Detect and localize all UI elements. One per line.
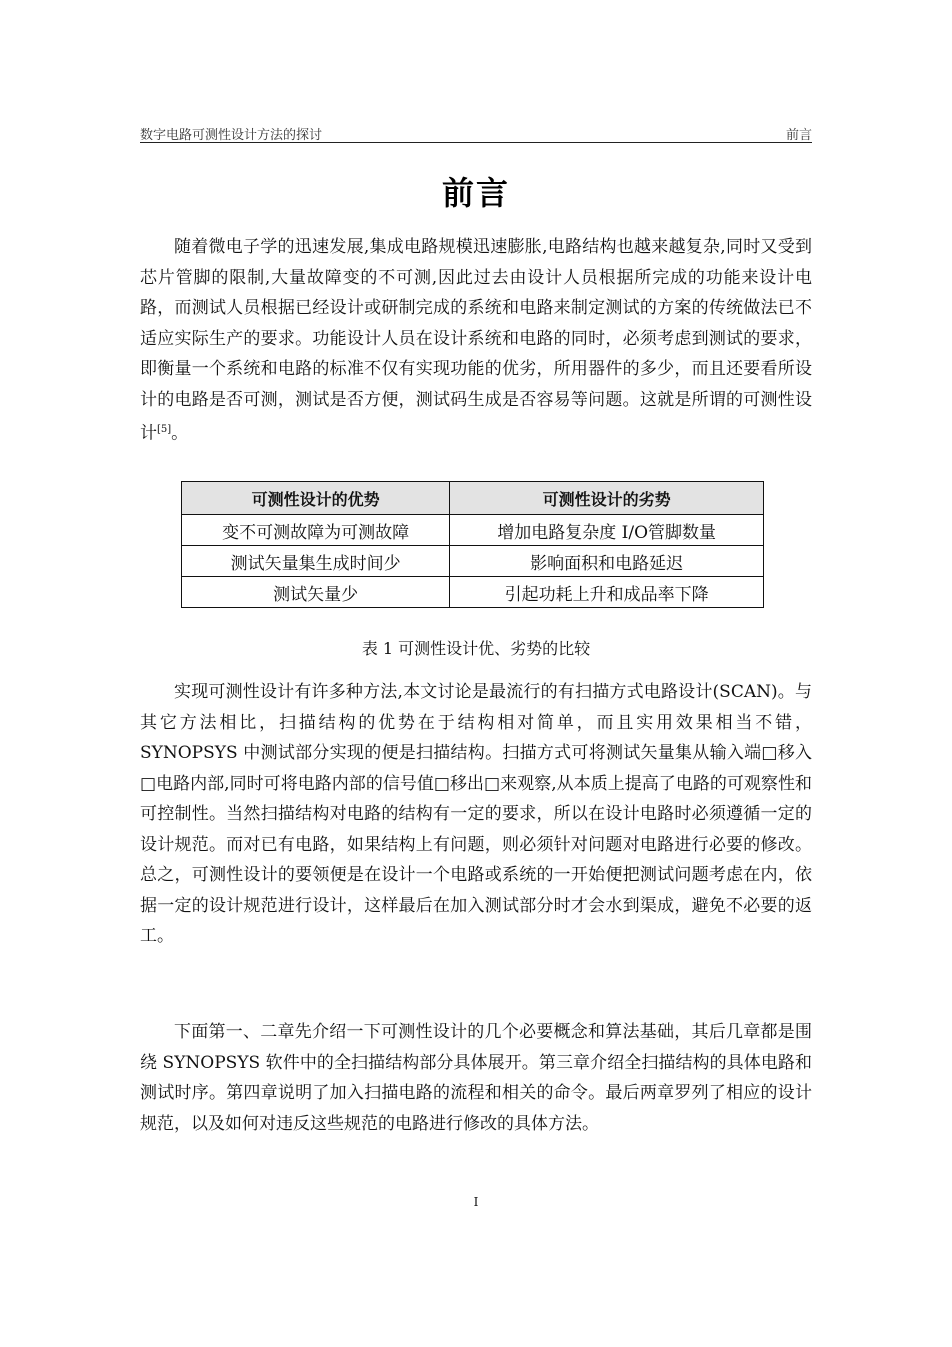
- table-row: [182, 546, 764, 577]
- table-row: [182, 515, 764, 546]
- comparison-table: [181, 481, 764, 608]
- header-section-title: 前言: [785, 128, 812, 143]
- table-cell: 增加电路复杂度 I/O管脚数量: [450, 515, 764, 546]
- page-number: I: [473, 1195, 479, 1209]
- header-disadvantages: 可测性设计的劣势: [450, 482, 764, 515]
- paragraph-intro: [140, 232, 812, 449]
- table-cell: 引起功耗上升和成品率下降: [450, 577, 764, 608]
- table-header-row: [182, 482, 764, 515]
- table-caption: 表 1 可测性设计优、劣势的比较: [361, 639, 591, 658]
- paragraph-intro-end: 。: [171, 423, 189, 444]
- paragraph-outline: 下面第一、二章先介绍一下可测性设计的几个必要概念和算法基础，其后几章都是围绕 SYNOPSYS 软件中的全扫描结构部分具体展开。第三章介绍全扫描结构的具体电路和测试时序。第四章说明了加入扫描电路的流程和相关的命令。最后两章罗列了相应的设计规范，以及如何对违反这些规范的电路进行修改的具体方法。: [140, 1022, 812, 1134]
- table-cell: 测试矢量少: [182, 577, 450, 608]
- running-header: [140, 124, 812, 143]
- header-advantages: 可测性设计的优势: [182, 482, 450, 515]
- paragraph-scan: 实现可测性设计有许多种方法,本文讨论是最流行的有扫描方式电路设计(SCAN)。与其它方法相比，扫描结构的优势在于结构相对简单，而且实用效果相当不错，SYNOPSYS 中测试部分实现的便是扫描结构。扫描方式可将测试矢量集从输入端□移入□电路内部,同时可将电路内部的信号值□移出□来观察,从本质上提高了电路的可观察性和可控制性。当然扫描结构对电路的结构有一定的要求，所以在设计电路时必须遵循一定的设计规范。而对已有电路，如果结构上有问题，则必须针对问题对电路进行必要的修改。总之，可测性设计的要领便是在设计一个电路或系统的一开始便把测试问题考虑在内，依据一定的设计规范进行设计，这样最后在加入测试部分时才会水到渠成，避免不必要的返工。: [140, 682, 812, 946]
- table-row: [182, 577, 764, 608]
- citation-ref: [5]: [157, 424, 172, 435]
- table-cell: 测试矢量集生成时间少: [182, 546, 450, 577]
- paragraph-intro-text: 随着微电子学的迅速发展,集成电路规模迅速膨胀,电路结构也越来越复杂,同时又受到芯片管脚的限制,大量故障变的不可测,因此过去由设计人员根据所完成的功能来设计电路，而测试人员根据已经设计或研制完成的系统和电路来制定测试的方案的传统做法已不适应实际生产的要求。功能设计人员在设计系统和电路的同时，必须考虑到测试的要求，即衡量一个系统和电路的标准不仅有实现功能的优劣，所用器件的多少，而且还要看所设计的电路是否可测，测试是否方便，测试码生成是否容易等问题。这就是所谓的可测性设计: [140, 237, 812, 444]
- page-title: 前言: [441, 174, 510, 212]
- table-cell: 变不可测故障为可测故障: [182, 515, 450, 546]
- table-cell: 影响面积和电路延迟: [450, 546, 764, 577]
- header-document-title: 数字电路可测性设计方法的探讨: [140, 128, 323, 143]
